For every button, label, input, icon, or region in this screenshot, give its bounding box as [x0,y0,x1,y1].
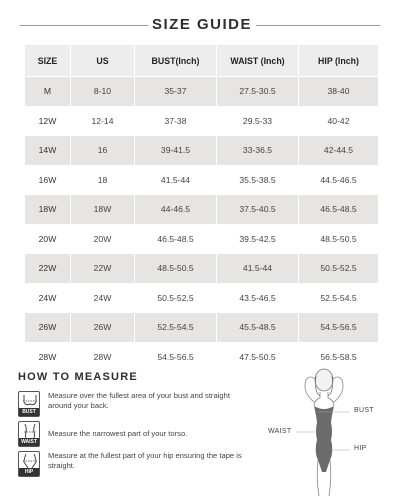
cell-bust: 41.5-44 [135,165,217,195]
table-row [25,283,379,313]
header-us: US [71,45,135,77]
cell-hip: 40-42 [299,106,379,136]
cell-hip: 54.5-56.5 [299,313,379,343]
cell-size: 20W [25,224,71,254]
cell-size: 22W [25,254,71,284]
cell-hip: 44.5-46.5 [299,165,379,195]
size-table [24,44,379,372]
cell-waist: 43.5-46.5 [217,283,299,313]
table-row [25,195,379,225]
cell-us: 18 [71,165,135,195]
cell-hip: 42-44.5 [299,136,379,166]
cell-waist: 41.5-44 [217,254,299,284]
header-bust: BUST(Inch) [135,45,217,77]
header-size: SIZE [25,45,71,77]
measure-text-waist: Measure the narrowest part of your torso. [48,429,188,438]
cell-bust: 35-37 [135,77,217,107]
cell-us: 28W [71,342,135,372]
cell-bust: 46.5-48.5 [135,224,217,254]
page-title: SIZE GUIDE [151,16,252,33]
cell-waist: 33-36.5 [217,136,299,166]
cell-size: 28W [25,342,71,372]
cell-size: M [25,77,71,107]
cell-hip: 52.5-54.5 [299,283,379,313]
how-to-measure-title: HOW TO MEASURE [18,371,138,383]
header-waist: WAIST (Inch) [217,45,299,77]
cell-waist: 29.5-33 [217,106,299,136]
cell-waist: 39.5-42.5 [217,224,299,254]
cell-bust: 39-41.5 [135,136,217,166]
table-row [25,254,379,284]
measure-item-waist [18,421,238,449]
table-row [25,165,379,195]
cell-us: 26W [71,313,135,343]
cell-us: 12-14 [71,106,135,136]
cell-bust: 48.5-50.5 [135,254,217,284]
bust-icon: BUST [18,391,40,417]
title-divider-right [256,25,380,26]
table-row [25,77,379,107]
cell-waist: 37.5-40.5 [217,195,299,225]
cell-us: 20W [71,224,135,254]
cell-hip: 50.5-52.5 [299,254,379,284]
title-divider-left [20,25,148,26]
table-row [25,106,379,136]
table-row [25,313,379,343]
cell-waist: 35.5-38.5 [217,165,299,195]
cell-size: 18W [25,195,71,225]
cell-hip: 56.5-58.5 [299,342,379,372]
table-row [25,136,379,166]
table-header-row [25,45,379,77]
title-row [0,14,400,38]
cell-us: 24W [71,283,135,313]
measure-item-hip [18,451,242,479]
cell-size: 14W [25,136,71,166]
cell-size: 24W [25,283,71,313]
waist-icon: WAIST [18,421,40,447]
cell-bust: 44-46.5 [135,195,217,225]
measure-item-bust [18,391,238,419]
cell-bust: 54.5-56.5 [135,342,217,372]
cell-us: 8-10 [71,77,135,107]
cell-waist: 45.5-48.5 [217,313,299,343]
hip-icon: HIP [18,451,40,477]
cell-waist: 27.5-30.5 [217,77,299,107]
cell-size: 16W [25,165,71,195]
cell-hip: 48.5-50.5 [299,224,379,254]
cell-hip: 46.5-48.5 [299,195,379,225]
cell-us: 18W [71,195,135,225]
figure-label-waist: WAIST [268,428,292,435]
header-hip: HIP (Inch) [299,45,379,77]
measure-text-hip: Measure at the fullest part of your hip ensuring the tape is straight. [48,451,242,470]
measure-text-bust: Measure over the fullest area of your bust and straight around your back. [48,391,230,410]
figure-label-hip: HIP [354,445,367,452]
cell-us: 22W [71,254,135,284]
cell-us: 16 [71,136,135,166]
body-figure [262,362,392,498]
cell-bust: 37-38 [135,106,217,136]
table-row [25,224,379,254]
cell-size: 12W [25,106,71,136]
cell-size: 26W [25,313,71,343]
cell-waist: 47.5-50.5 [217,342,299,372]
cell-bust: 52.5-54.5 [135,313,217,343]
figure-label-bust: BUST [354,407,374,414]
cell-hip: 38-40 [299,77,379,107]
cell-bust: 50.5-52.5 [135,283,217,313]
